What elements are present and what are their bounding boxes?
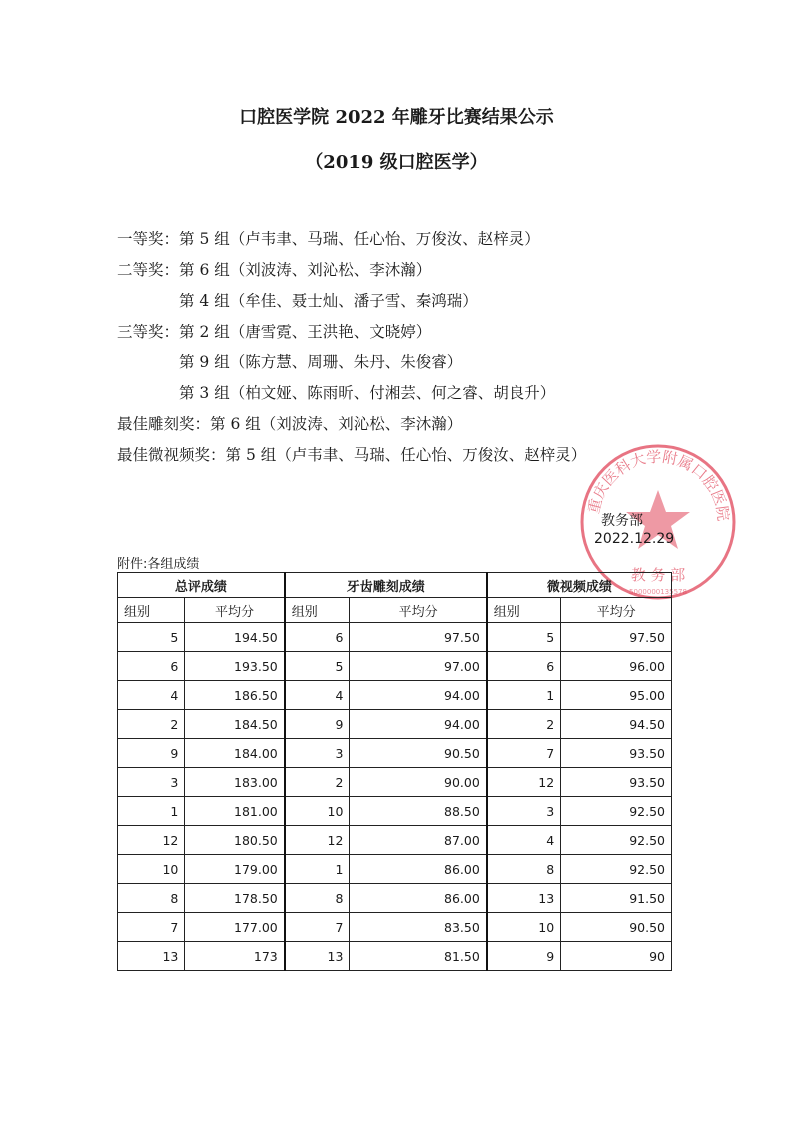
award-text: 第 6 组（刘波涛、刘沁松、李沐瀚） [179, 261, 432, 279]
table-cell: 179.00 [185, 855, 285, 884]
table-cell: 10 [285, 797, 350, 826]
award-label: 二等奖： [117, 261, 180, 279]
table-cell: 94.50 [561, 710, 672, 739]
table-cell: 90 [561, 942, 672, 971]
table-cell: 95.00 [561, 681, 672, 710]
table-cell: 2 [487, 710, 561, 739]
table-cell: 90.00 [350, 768, 487, 797]
table-cell: 2 [285, 768, 350, 797]
table-cell: 194.50 [185, 623, 285, 652]
table-row [118, 797, 672, 826]
subheader-average: 平均分 [350, 598, 487, 623]
table-row [118, 913, 672, 942]
table-row [118, 710, 672, 739]
table-cell: 97.50 [350, 623, 487, 652]
table-cell: 12 [285, 826, 350, 855]
table-row [118, 652, 672, 681]
award-label: 三等奖： [117, 323, 180, 341]
table-cell: 186.50 [185, 681, 285, 710]
table-row [118, 855, 672, 884]
table-cell: 91.50 [561, 884, 672, 913]
table-cell: 10 [118, 855, 185, 884]
table-cell: 6 [285, 623, 350, 652]
subheader-group: 组别 [285, 598, 350, 623]
header-overall: 总评成绩 [118, 573, 285, 598]
award-line-second-prize-2 [179, 289, 478, 311]
award-line-best-carving [117, 412, 462, 434]
svg-text:重庆医科大学附属口腔医院: 重庆医科大学附属口腔医院 [584, 447, 733, 523]
table-cell: 8 [285, 884, 350, 913]
table-cell: 4 [118, 681, 185, 710]
award-text: 第 4 组（牟佳、聂士灿、潘子雪、秦鸿瑞） [179, 292, 478, 310]
table-cell: 5 [118, 623, 185, 652]
award-line-best-video [117, 443, 586, 465]
subheader-group: 组别 [487, 598, 561, 623]
table-cell: 13 [487, 884, 561, 913]
table-row [118, 768, 672, 797]
table-cell: 173 [185, 942, 285, 971]
award-line-first-prize [117, 227, 540, 249]
award-text: 第 5 组（卢韦聿、马瑞、任心怡、万俊汝、赵梓灵） [225, 446, 587, 464]
table-cell: 1 [487, 681, 561, 710]
table-row [118, 826, 672, 855]
table-cell: 3 [118, 768, 185, 797]
signature-department: 教务部 [601, 513, 643, 529]
table-cell: 90.50 [350, 739, 487, 768]
subheader-average: 平均分 [561, 598, 672, 623]
table-cell: 93.50 [561, 739, 672, 768]
page-title: 口腔医学院 2022 年雕牙比赛结果公示 [239, 107, 554, 128]
table-cell: 94.00 [350, 681, 487, 710]
award-label: 最佳微视频奖： [117, 446, 226, 464]
table-cell: 7 [118, 913, 185, 942]
header-carving: 牙齿雕刻成绩 [285, 573, 487, 598]
table-cell: 3 [285, 739, 350, 768]
table-cell: 184.00 [185, 739, 285, 768]
award-label: 一等奖： [117, 230, 180, 248]
table-cell: 193.50 [185, 652, 285, 681]
table-cell: 7 [285, 913, 350, 942]
table-cell: 83.50 [350, 913, 487, 942]
table-cell: 178.50 [185, 884, 285, 913]
svg-text:5000000135578: 5000000135578 [629, 588, 687, 596]
award-text: 第 5 组（卢韦聿、马瑞、任心怡、万俊汝、赵梓灵） [179, 230, 540, 248]
table-cell: 96.00 [561, 652, 672, 681]
award-text: 第 9 组（陈方慧、周珊、朱丹、朱俊睿） [179, 353, 463, 371]
table-cell: 5 [487, 623, 561, 652]
table-cell: 88.50 [350, 797, 487, 826]
table-cell: 86.00 [350, 855, 487, 884]
subheader-average: 平均分 [185, 598, 285, 623]
table-cell: 1 [118, 797, 185, 826]
table-cell: 97.50 [561, 623, 672, 652]
award-text: 第 3 组（柏文娅、陈雨昕、付湘芸、何之睿、胡良升） [179, 384, 556, 402]
table-cell: 86.00 [350, 884, 487, 913]
table-cell: 9 [285, 710, 350, 739]
table-cell: 8 [487, 855, 561, 884]
table-row [118, 942, 672, 971]
table-cell: 1 [285, 855, 350, 884]
table-cell: 97.00 [350, 652, 487, 681]
award-text: 第 2 组（唐雪霓、王洪艳、文晓婷） [179, 323, 432, 341]
table-cell: 94.00 [350, 710, 487, 739]
table-cell: 4 [487, 826, 561, 855]
table-cell: 6 [118, 652, 185, 681]
table-cell: 13 [118, 942, 185, 971]
table-cell: 92.50 [561, 855, 672, 884]
table-cell: 12 [487, 768, 561, 797]
award-line-third-prize-3 [179, 381, 555, 403]
award-line-third-prize [117, 320, 431, 342]
header-video: 微视频成绩 [487, 573, 672, 598]
table-cell: 93.50 [561, 768, 672, 797]
table-cell: 177.00 [185, 913, 285, 942]
table-cell: 183.00 [185, 768, 285, 797]
table-cell: 9 [118, 739, 185, 768]
scores-table [117, 572, 672, 971]
award-line-second-prize [117, 258, 431, 280]
table-cell: 12 [118, 826, 185, 855]
subheader-group: 组别 [118, 598, 185, 623]
table-cell: 2 [118, 710, 185, 739]
table-row [118, 681, 672, 710]
table-cell: 4 [285, 681, 350, 710]
attachment-label: 附件:各组成绩 [117, 557, 200, 572]
table-cell: 92.50 [561, 826, 672, 855]
table-cell: 87.00 [350, 826, 487, 855]
table-cell: 10 [487, 913, 561, 942]
table-cell: 81.50 [350, 942, 487, 971]
table-cell: 92.50 [561, 797, 672, 826]
svg-text:教 务 部: 教 务 部 [630, 566, 686, 584]
table-cell: 184.50 [185, 710, 285, 739]
award-label: 最佳雕刻奖： [117, 415, 211, 433]
table-cell: 6 [487, 652, 561, 681]
table-row [118, 739, 672, 768]
table-cell: 7 [487, 739, 561, 768]
award-line-third-prize-2 [179, 350, 462, 372]
table-cell: 181.00 [185, 797, 285, 826]
table-row [118, 884, 672, 913]
award-text: 第 6 组（刘波涛、刘沁松、李沐瀚） [210, 415, 463, 433]
table-cell: 13 [285, 942, 350, 971]
page-subtitle: （2019 级口腔医学） [305, 152, 488, 173]
table-row [118, 623, 672, 652]
signature-date: 2022.12.29 [594, 531, 675, 547]
table-cell: 9 [487, 942, 561, 971]
table-cell: 5 [285, 652, 350, 681]
table-cell: 180.50 [185, 826, 285, 855]
table-cell: 8 [118, 884, 185, 913]
table-cell: 90.50 [561, 913, 672, 942]
table-cell: 3 [487, 797, 561, 826]
